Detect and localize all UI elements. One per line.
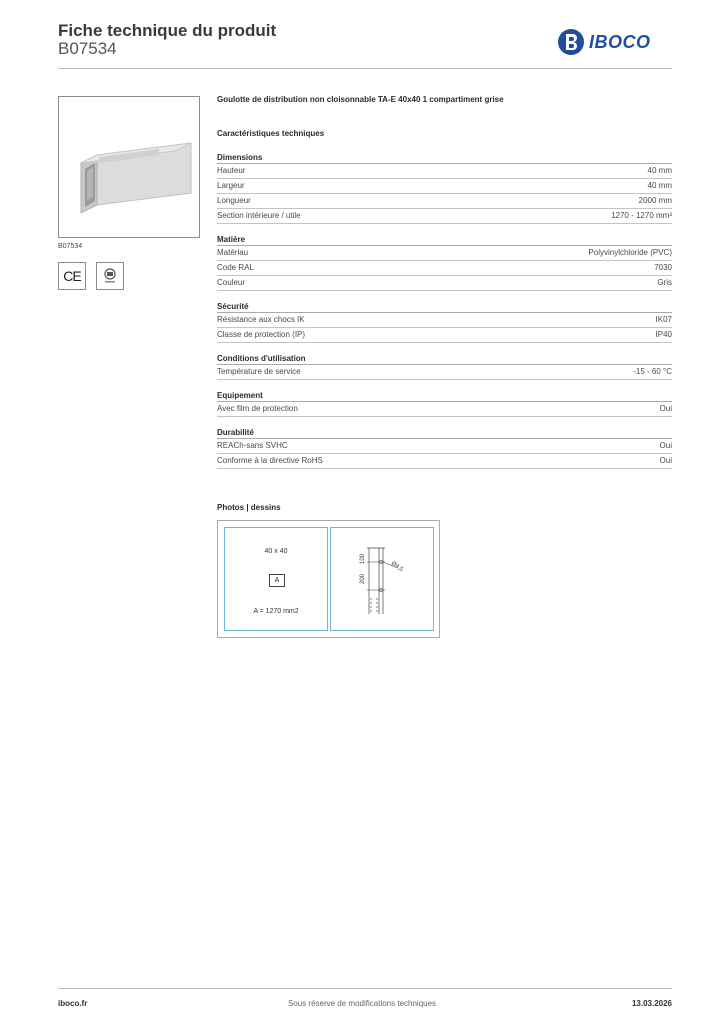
spec-row — [217, 328, 672, 343]
dim-200: 200 — [360, 573, 366, 584]
spec-value: 40 mm — [647, 166, 672, 175]
spec-value: Oui — [659, 404, 672, 413]
spec-section — [217, 234, 672, 291]
section-title: Dimensions — [217, 152, 672, 164]
spec-value: 1270 - 1270 mm² — [611, 211, 672, 220]
spec-row — [217, 365, 672, 380]
spec-content — [217, 95, 672, 479]
footer-date: 13.03.2026 — [631, 999, 672, 1008]
product-photo — [58, 96, 200, 238]
section-title: Sécurité — [217, 301, 672, 313]
logo-text: IBOCO — [589, 31, 651, 52]
footer-disclaimer: Sous réserve de modifications techniques — [287, 999, 437, 1008]
spec-value: Polyvinylchloride (PVC) — [588, 248, 672, 257]
spec-label: Matériau — [217, 248, 249, 257]
spec-value: IK07 — [655, 315, 672, 324]
product-code: B07534 — [58, 39, 117, 58]
spec-label: Longueur — [217, 196, 251, 205]
spec-label: REACh-sans SVHC — [217, 441, 288, 450]
tech-characteristics-title: Caractéristiques techniques — [217, 129, 325, 138]
iboco-logo-icon — [557, 28, 585, 56]
brand-logo — [557, 28, 651, 56]
cross-section-drawing — [224, 527, 328, 631]
spec-row — [217, 194, 672, 209]
spec-label: Classe de protection (IP) — [217, 330, 306, 339]
spec-row — [217, 179, 672, 194]
spec-label: Couleur — [217, 278, 246, 287]
spec-value: IP40 — [655, 330, 672, 339]
footer-website[interactable]: iboco.fr — [58, 999, 88, 1008]
spec-value: 2000 mm — [638, 196, 672, 205]
spec-label: Température de service — [217, 367, 301, 376]
dim-100: 100 — [360, 553, 366, 564]
spec-value: -15 - 60 °C — [633, 367, 672, 376]
spec-value: Oui — [659, 456, 672, 465]
spec-row — [217, 276, 672, 291]
section-dimension: 40 x 40 — [264, 548, 288, 555]
page-title: Fiche technique du produit — [58, 21, 277, 40]
section-title: Conditions d'utilisation — [217, 353, 672, 365]
cable-duct-image — [59, 97, 199, 237]
spec-section — [217, 390, 672, 417]
spec-row — [217, 454, 672, 469]
spec-section — [217, 427, 672, 469]
area-box: A — [269, 574, 285, 587]
section-title: Matière — [217, 234, 672, 246]
spec-value: 7030 — [654, 263, 672, 272]
certification-seal-icon — [96, 262, 124, 290]
spec-label: Hauteur — [217, 166, 246, 175]
spec-row — [217, 313, 672, 328]
ce-mark-icon — [58, 262, 86, 290]
spec-section — [217, 301, 672, 343]
technical-drawings — [217, 520, 440, 638]
spec-label: Avec film de protection — [217, 404, 298, 413]
header-divider — [58, 68, 672, 69]
photo-caption: B07534 — [58, 243, 83, 250]
seal-graphic — [102, 267, 118, 285]
spec-row — [217, 402, 672, 417]
spec-value: 40 mm — [647, 181, 672, 190]
ce-mark-text: CE — [63, 268, 81, 284]
hole-diameter: Ø4,5 — [389, 560, 404, 574]
spec-value: Oui — [659, 441, 672, 450]
spec-section — [217, 152, 672, 224]
spec-row — [217, 261, 672, 276]
area-value: A = 1270 mm2 — [253, 608, 299, 615]
spec-row — [217, 164, 672, 179]
spec-sections — [217, 152, 672, 469]
footer-divider — [58, 988, 672, 989]
spec-label: Résistance aux chocs IK — [217, 315, 305, 324]
spec-label: Conforme à la directive RoHS — [217, 456, 323, 465]
spec-section — [217, 353, 672, 380]
spec-row — [217, 246, 672, 261]
spec-label: Section intérieure / utile — [217, 211, 301, 220]
section-title: Equipement — [217, 390, 672, 402]
photos-title: Photos | dessins — [217, 503, 281, 512]
spec-row — [217, 209, 672, 224]
hole-pattern-graphic — [331, 528, 433, 630]
section-title: Durabilité — [217, 427, 672, 439]
hole-pattern-drawing — [330, 527, 434, 631]
spec-value: Gris — [657, 278, 672, 287]
spec-label: Largeur — [217, 181, 245, 190]
product-description: Goulotte de distribution non cloisonnable TA-E 40x40 1 compartiment grise — [217, 95, 504, 104]
spec-label: Code RAL — [217, 263, 254, 272]
spec-row — [217, 439, 672, 454]
